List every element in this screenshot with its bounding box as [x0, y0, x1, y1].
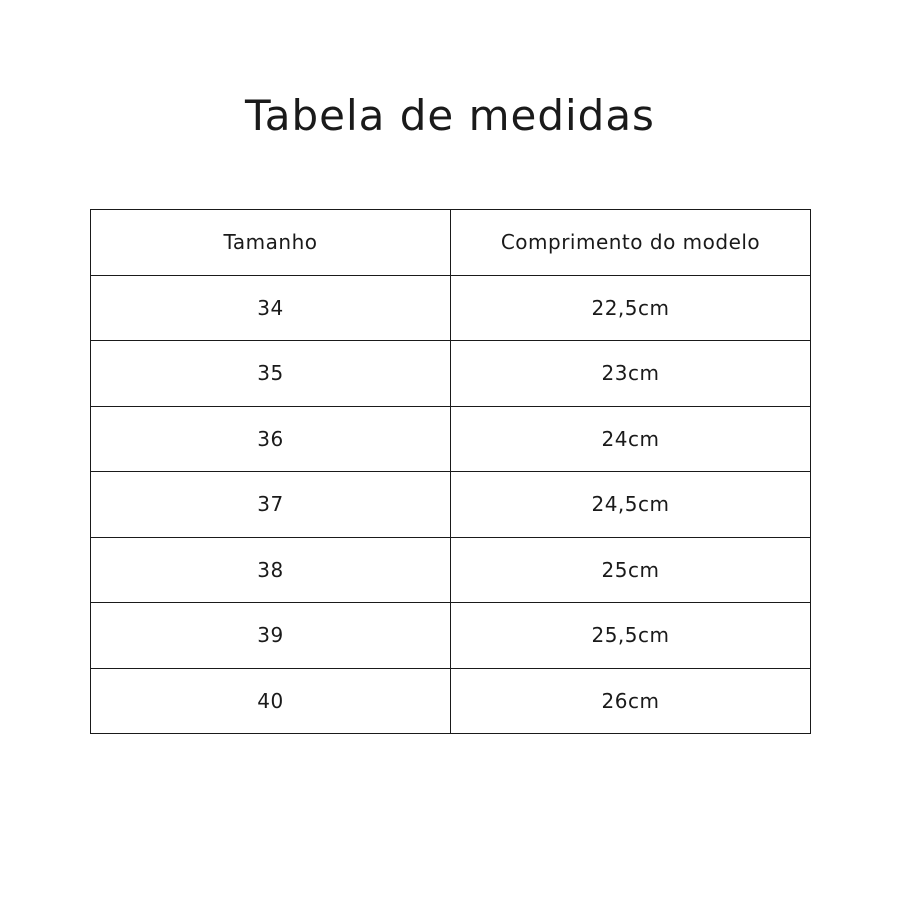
cell-size: 35	[91, 341, 451, 407]
table-row	[91, 537, 811, 603]
table-row	[91, 275, 811, 341]
cell-length: 25,5cm	[451, 603, 811, 669]
cell-length: 26cm	[451, 668, 811, 734]
cell-length: 24cm	[451, 406, 811, 472]
cell-size: 40	[91, 668, 451, 734]
table-row	[91, 668, 811, 734]
cell-length: 23cm	[451, 341, 811, 407]
table-header	[91, 210, 811, 276]
cell-size: 36	[91, 406, 451, 472]
cell-size: 38	[91, 537, 451, 603]
header-size: Tamanho	[91, 210, 451, 276]
table-row	[91, 472, 811, 538]
header-length: Comprimento do modelo	[451, 210, 811, 276]
table-body	[91, 275, 811, 734]
cell-size: 37	[91, 472, 451, 538]
header-row	[91, 210, 811, 276]
table-row	[91, 341, 811, 407]
cell-size: 39	[91, 603, 451, 669]
cell-length: 22,5cm	[451, 275, 811, 341]
size-table	[90, 209, 811, 734]
table-row	[91, 603, 811, 669]
page-title: Tabela de medidas	[245, 91, 655, 140]
cell-size: 34	[91, 275, 451, 341]
table-row	[91, 406, 811, 472]
cell-length: 25cm	[451, 537, 811, 603]
cell-length: 24,5cm	[451, 472, 811, 538]
